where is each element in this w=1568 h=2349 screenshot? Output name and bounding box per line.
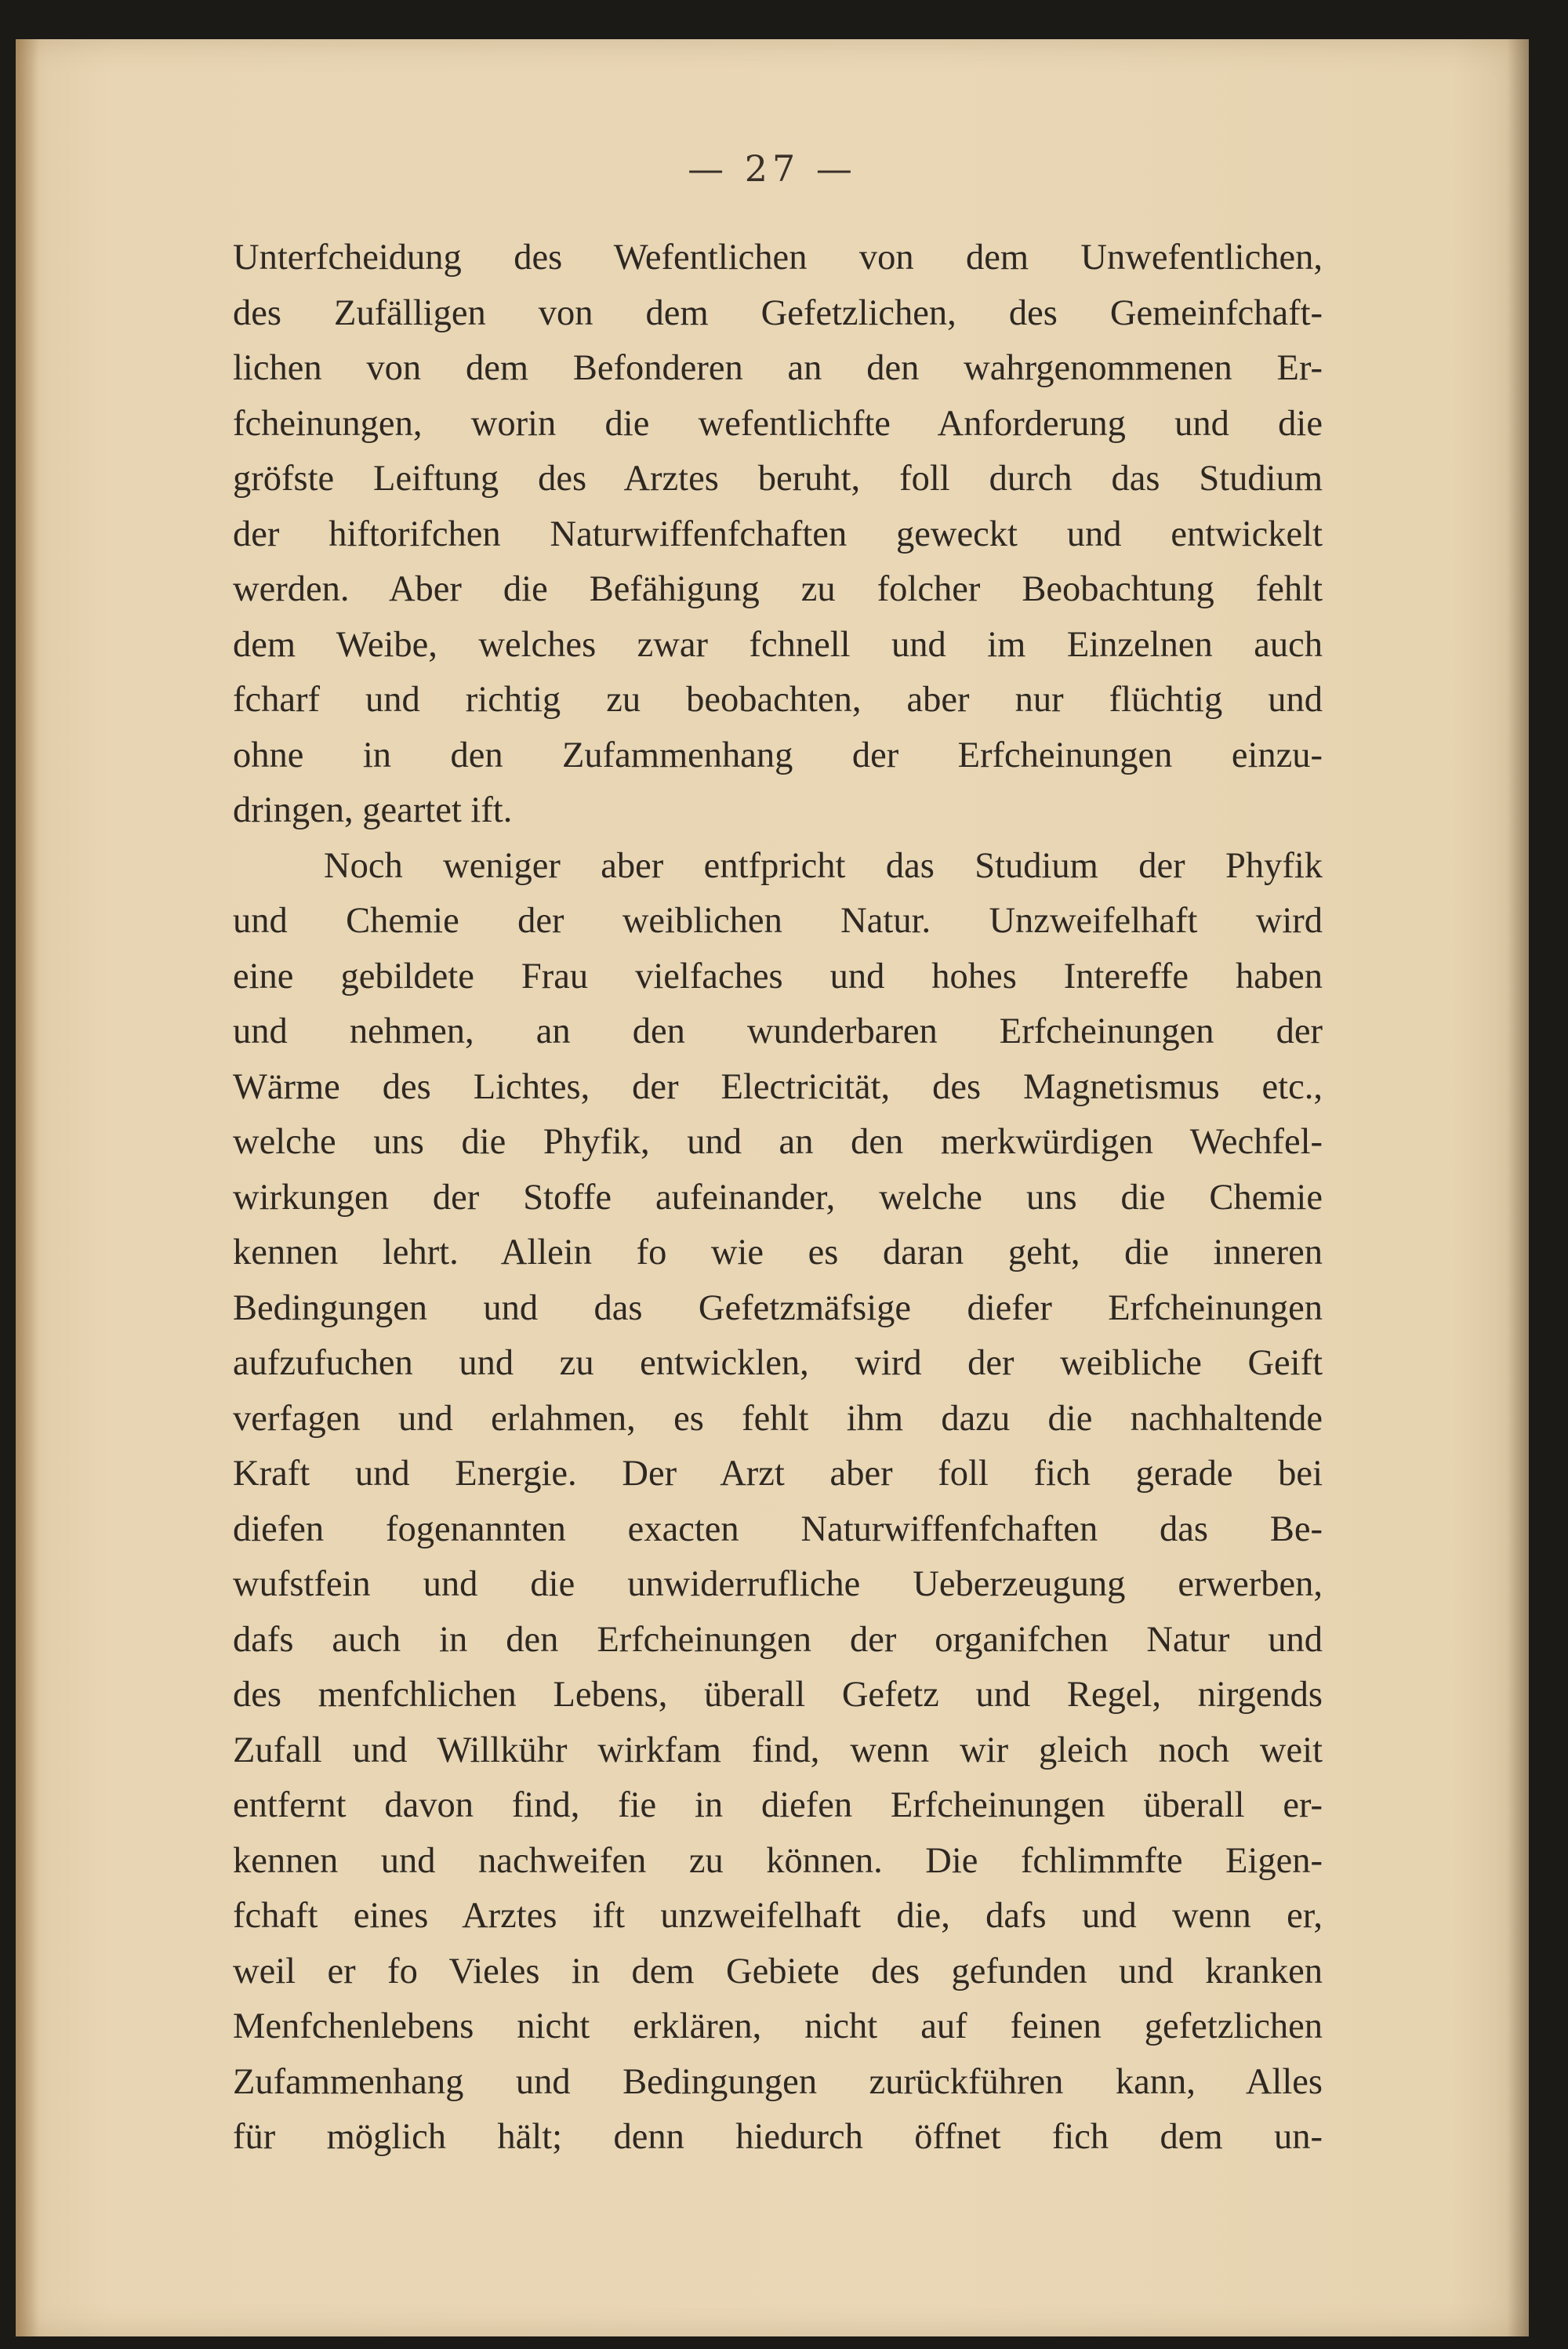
text-line: für möglich hält; denn hiedurch öffnet fich dem un- xyxy=(233,2117,1323,2157)
paper-sheet xyxy=(16,39,1529,2336)
text-line: Wärme des Lichtes, der Electricität, des Magnetismus etc., xyxy=(233,1066,1323,1107)
text-line: fcharf und richtig zu beobachten, aber nur flüchtig und xyxy=(233,680,1323,720)
text-line: wufstfein und die unwiderrufliche Ueberzeugung erwerben, xyxy=(233,1564,1323,1604)
text-line: gröfste Leiftung des Arztes beruht, foll durch das Studium xyxy=(233,459,1323,499)
text-line: aufzufuchen und zu entwicklen, wird der weibliche Geift xyxy=(233,1343,1323,1383)
text-line: Unterfcheidung des Wefentlichen von dem Unwefentlichen, xyxy=(233,238,1323,278)
text-line: entfernt davon find, fie in diefen Erfcheinungen überall er- xyxy=(233,1785,1323,1825)
text-line: Zufammenhang und Bedingungen zurückführen kann, Alles xyxy=(233,2061,1323,2102)
text-line: und nehmen, an den wunderbaren Erfcheinungen der xyxy=(233,1011,1323,1051)
text-line: eine gebildete Frau vielfaches und hohes Intereffe haben xyxy=(233,956,1323,997)
text-line: Zufall und Willkühr wirkfam find, wenn wir gleich noch weit xyxy=(233,1730,1323,1770)
text-line: welche uns die Phyfik, und an den merkwürdigen Wechfel- xyxy=(233,1122,1323,1162)
text-line: verfagen und erlahmen, es fehlt ihm dazu die nachhaltende xyxy=(233,1398,1323,1439)
text-line: diefen fogenannten exacten Naturwiffenfchaften das Be- xyxy=(233,1509,1323,1549)
text-line: Kraft und Energie. Der Arzt aber foll fich gerade bei xyxy=(233,1454,1323,1494)
text-line: lichen von dem Befonderen an den wahrgenommenen Er- xyxy=(233,348,1323,388)
body-text xyxy=(233,231,1323,2166)
text-line: des menfchlichen Lebens, überall Gefetz und Regel, nirgends xyxy=(233,1675,1323,1715)
text-line: fcheinungen, worin die wefentlichfte Anforderung und die xyxy=(233,403,1323,444)
text-line: dafs auch in den Erfcheinungen der organifchen Natur und xyxy=(233,1619,1323,1660)
text-line: Menfchenlebens nicht erklären, nicht auf feinen gefetzlichen xyxy=(233,2006,1323,2046)
page-number: — 27 — xyxy=(688,147,857,190)
text-line: ohne in den Zufammenhang der Erfcheinungen einzu- xyxy=(233,735,1323,775)
text-line: wirkungen der Stoffe aufeinander, welche uns die Chemie xyxy=(233,1177,1323,1218)
page-edge-shadow xyxy=(1507,39,1529,2336)
text-line: fchaft eines Arztes ift unzweifelhaft die, dafs und wenn er, xyxy=(233,1896,1323,1936)
text-line: kennen und nachweifen zu können. Die fchlimmfte Eigen- xyxy=(233,1840,1323,1881)
text-line: Noch weniger aber entfpricht das Studium der Phyfik xyxy=(324,845,1323,886)
binding-shadow xyxy=(16,39,39,2336)
text-line: Bedingungen und das Gefetzmäfsige diefer Erfcheinungen xyxy=(233,1287,1323,1328)
text-line: der hiftorifchen Naturwiffenfchaften geweckt und entwickelt xyxy=(233,514,1323,554)
text-line: werden. Aber die Befähigung zu folcher Beobachtung fehlt xyxy=(233,569,1323,609)
text-line: dem Weibe, welches zwar fchnell und im Einzelnen auch xyxy=(233,624,1323,665)
text-line: und Chemie der weiblichen Natur. Unzweifelhaft wird xyxy=(233,901,1323,941)
text-line: dringen, geartet ift. xyxy=(233,790,513,830)
text-line: weil er fo Vieles in dem Gebiete des gefunden und kranken xyxy=(233,1951,1323,1991)
text-line: kennen lehrt. Allein fo wie es daran geht, die inneren xyxy=(233,1233,1323,1273)
text-line: des Zufälligen von dem Gefetzlichen, des Gemeinfchaft- xyxy=(233,292,1323,333)
